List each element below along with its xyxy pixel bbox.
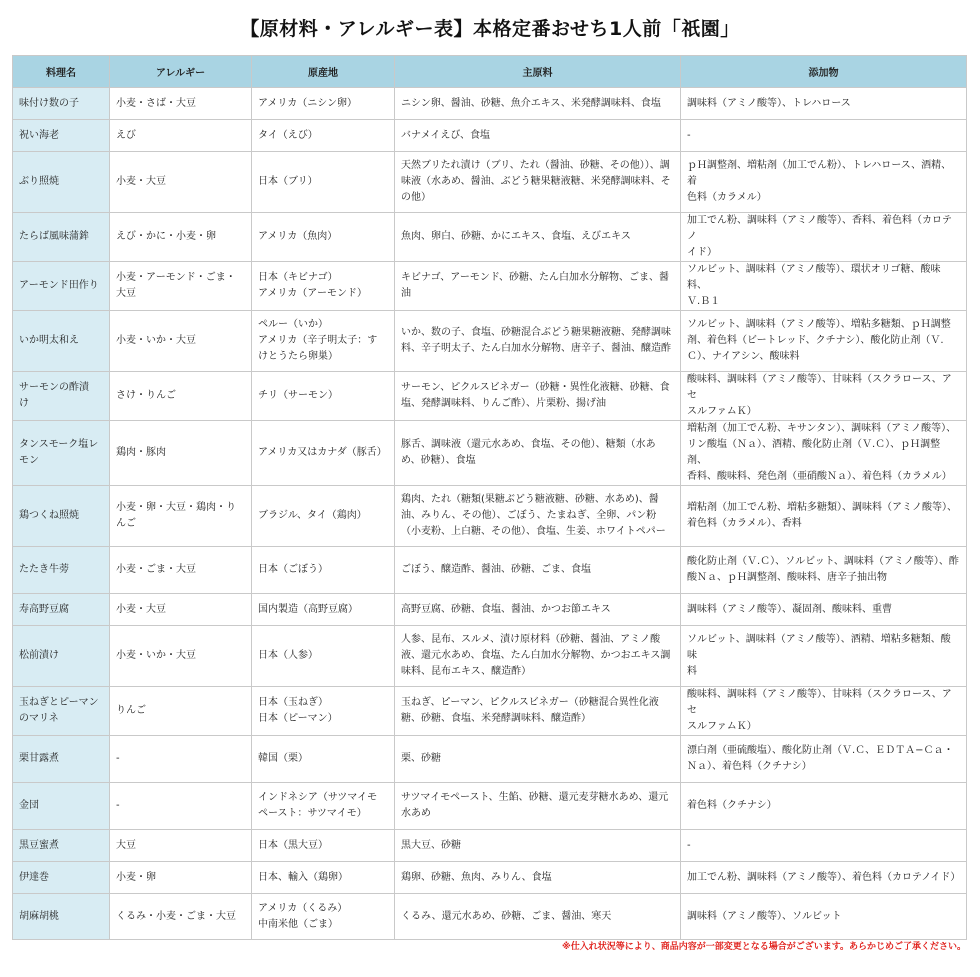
cell-allergy: 小麦・卵・大豆・鶏肉・り んご: [110, 486, 252, 547]
cell-main-ingredients: ニシン卵、醤油、砂糖、魚介エキス、米発酵調味料、食塩: [395, 88, 681, 120]
cell-allergy: さけ・りんご: [110, 372, 252, 421]
col-header-additives: 添加物: [681, 56, 967, 88]
cell-dish-name: 伊達巻: [13, 862, 110, 894]
cell-main-ingredients: 豚舌、調味液（還元水あめ、食塩、その他）、糖類（水あ め、砂糖）、食塩: [395, 421, 681, 486]
cell-additives: ソルビット、調味料（アミノ酸等）、酒精、増粘多糖類、酸味 料: [681, 626, 967, 687]
table-row: [13, 311, 967, 372]
cell-additives: ソルビット、調味料（アミノ酸等）、環状オリゴ糖、酸味料、 Ｖ.Ｂ１: [681, 262, 967, 311]
cell-main-ingredients: 玉ねぎ、ピーマン、ピクルスビネガー（砂糖混合異性化液 糖、砂糖、食塩、米発酵調味料、醸造酢）: [395, 687, 681, 736]
cell-additives: 増粘剤（加工でん粉、キサンタン）、調味料（アミノ酸等）、 リン酸塩（Ｎａ）、酒精、酸化防止剤（Ｖ.Ｃ）、ｐＨ調整剤、 香料、酸味料、発色剤（亜硝酸Ｎａ）、着色料（カラメル）: [681, 421, 967, 486]
cell-allergy: えび・かに・小麦・卵: [110, 213, 252, 262]
cell-origin: ペルー（いか） アメリカ（辛子明太子：す けとうたら卵巣）: [252, 311, 395, 372]
table-row: [13, 213, 967, 262]
cell-additives: 酸味料、調味料（アミノ酸等）、甘味料（スクラロース、アセ スルファムＫ）: [681, 372, 967, 421]
cell-main-ingredients: いか、数の子、食塩、砂糖混合ぶどう糖果糖液糖、発酵調味 料、辛子明太子、たん白加水分解物、唐辛子、醤油、醸造酢: [395, 311, 681, 372]
cell-allergy: 小麦・卵: [110, 862, 252, 894]
cell-main-ingredients: くるみ、還元水あめ、砂糖、ごま、醤油、寒天: [395, 894, 681, 940]
cell-origin: 国内製造（高野豆腐）: [252, 594, 395, 626]
cell-origin: アメリカ（ニシン卵）: [252, 88, 395, 120]
cell-additives: 加工でん粉、調味料（アミノ酸等）、香料、着色料（カロテノ イド）: [681, 213, 967, 262]
cell-main-ingredients: 魚肉、卵白、砂糖、かにエキス、食塩、えびエキス: [395, 213, 681, 262]
cell-dish-name: 胡麻胡桃: [13, 894, 110, 940]
table-row: [13, 486, 967, 547]
col-header-dish: 料理名: [13, 56, 110, 88]
table-header-row: [13, 56, 967, 88]
cell-dish-name: ぶり照焼: [13, 152, 110, 213]
cell-origin: 韓国（栗）: [252, 736, 395, 783]
cell-dish-name: アーモンド田作り: [13, 262, 110, 311]
cell-main-ingredients: 黒大豆、砂糖: [395, 830, 681, 862]
cell-additives: 着色料（クチナシ）: [681, 783, 967, 830]
cell-main-ingredients: 栗、砂糖: [395, 736, 681, 783]
cell-origin: インドネシア（サツマイモ ペースト：サツマイモ）: [252, 783, 395, 830]
cell-dish-name: たたき牛蒡: [13, 547, 110, 594]
cell-main-ingredients: サツマイモペースト、生餡、砂糖、還元麦芽糖水あめ、還元 水あめ: [395, 783, 681, 830]
cell-main-ingredients: 天然ブリたれ漬け（ブリ、たれ（醤油、砂糖、その他））、調 味液（水あめ、醤油、ぶどう糖果糖液糖、米発酵調味料、そ の他）: [395, 152, 681, 213]
cell-additives: ソルビット、調味料（アミノ酸等）、増粘多糖類、ｐＨ調整 剤、着色料（ビートレッド、クチナシ）、酸化防止剤（Ｖ. Ｃ）、ナイアシン、酸味料: [681, 311, 967, 372]
cell-dish-name: 祝い海老: [13, 120, 110, 152]
cell-additives: 漂白剤（亜硫酸塩）、酸化防止剤（Ｖ.Ｃ、ＥＤＴＡ−Ｃａ・ Ｎａ）、着色料（クチナシ）: [681, 736, 967, 783]
table-row: [13, 88, 967, 120]
cell-additives: -: [681, 120, 967, 152]
cell-origin: 日本（黒大豆）: [252, 830, 395, 862]
cell-origin: チリ（サーモン）: [252, 372, 395, 421]
cell-dish-name: 味付け数の子: [13, 88, 110, 120]
cell-additives: 加工でん粉、調味料（アミノ酸等）、着色料（カロテノイド）: [681, 862, 967, 894]
cell-origin: アメリカ（くるみ） 中南米他（ごま）: [252, 894, 395, 940]
cell-origin: タイ（えび）: [252, 120, 395, 152]
cell-dish-name: サーモンの酢漬 け: [13, 372, 110, 421]
cell-allergy: 小麦・アーモンド・ごま・ 大豆: [110, 262, 252, 311]
col-header-main-ingredients: 主原料: [395, 56, 681, 88]
cell-dish-name: タンスモーク塩レ モン: [13, 421, 110, 486]
cell-additives: 酸味料、調味料（アミノ酸等）、甘味料（スクラロース、アセ スルファムＫ）: [681, 687, 967, 736]
table-body: [13, 88, 967, 940]
table-row: [13, 120, 967, 152]
col-header-origin: 原産地: [252, 56, 395, 88]
cell-main-ingredients: キビナゴ、アーモンド、砂糖、たん白加水分解物、ごま、醤 油: [395, 262, 681, 311]
cell-origin: ブラジル、タイ（鶏肉）: [252, 486, 395, 547]
cell-main-ingredients: サーモン、ピクルスビネガー（砂糖・異性化液糖、砂糖、食 塩、発酵調味料、りんご酢）、片栗粉、揚げ油: [395, 372, 681, 421]
table-row: [13, 626, 967, 687]
cell-origin: 日本（人参）: [252, 626, 395, 687]
cell-dish-name: 寿高野豆腐: [13, 594, 110, 626]
cell-dish-name: 栗甘露煮: [13, 736, 110, 783]
cell-additives: 増粘剤（加工でん粉、増粘多糖類）、調味料（アミノ酸等）、 着色料（カラメル）、香料: [681, 486, 967, 547]
cell-dish-name: 鶏つくね照焼: [13, 486, 110, 547]
cell-origin: アメリカ又はカナダ（豚舌）: [252, 421, 395, 486]
cell-origin: 日本、輸入（鶏卵）: [252, 862, 395, 894]
cell-origin: 日本（ブリ）: [252, 152, 395, 213]
disclaimer-note: ※仕入れ状況等により、商品内容が一部変更となる場合がございます。あらかじめご了承ください。: [561, 942, 966, 952]
cell-main-ingredients: 鶏卵、砂糖、魚肉、みりん、食塩: [395, 862, 681, 894]
cell-additives: 調味料（アミノ酸等）、ソルビット: [681, 894, 967, 940]
cell-allergy: 小麦・ごま・大豆: [110, 547, 252, 594]
cell-allergy: 小麦・いか・大豆: [110, 311, 252, 372]
table-row: [13, 830, 967, 862]
cell-allergy: りんご: [110, 687, 252, 736]
cell-main-ingredients: バナメイえび、食塩: [395, 120, 681, 152]
cell-dish-name: 金団: [13, 783, 110, 830]
table-row: [13, 736, 967, 783]
cell-additives: 調味料（アミノ酸等）、凝固剤、酸味料、重曹: [681, 594, 967, 626]
table-row: [13, 421, 967, 486]
cell-allergy: 小麦・さば・大豆: [110, 88, 252, 120]
cell-allergy: 小麦・大豆: [110, 152, 252, 213]
cell-allergy: えび: [110, 120, 252, 152]
table-row: [13, 262, 967, 311]
cell-additives: 酸化防止剤（Ｖ.Ｃ）、ソルビット、調味料（アミノ酸等）、酢 酸Ｎａ、ｐＨ調整剤、酸味料、唐辛子抽出物: [681, 547, 967, 594]
cell-origin: 日本（キビナゴ） アメリカ（アーモンド）: [252, 262, 395, 311]
col-header-allergy: アレルギー: [110, 56, 252, 88]
cell-allergy: -: [110, 783, 252, 830]
cell-allergy: くるみ・小麦・ごま・大豆: [110, 894, 252, 940]
table-row: [13, 894, 967, 940]
cell-allergy: 小麦・いか・大豆: [110, 626, 252, 687]
page-title: 【原材料・アレルギー表】本格定番おせち1人前「祇園」: [240, 18, 740, 40]
cell-dish-name: 松前漬け: [13, 626, 110, 687]
table-row: [13, 783, 967, 830]
cell-dish-name: たらば風味蒲鉾: [13, 213, 110, 262]
cell-dish-name: いか明太和え: [13, 311, 110, 372]
ingredients-table: [12, 55, 967, 940]
cell-allergy: -: [110, 736, 252, 783]
table-row: [13, 372, 967, 421]
table-row: [13, 594, 967, 626]
cell-additives: -: [681, 830, 967, 862]
cell-origin: アメリカ（魚肉）: [252, 213, 395, 262]
cell-additives: ｐＨ調整剤、増粘剤（加工でん粉）、トレハロース、酒精、着 色料（カラメル）: [681, 152, 967, 213]
cell-origin: 日本（玉ねぎ） 日本（ピーマン）: [252, 687, 395, 736]
cell-main-ingredients: 高野豆腐、砂糖、食塩、醤油、かつお節エキス: [395, 594, 681, 626]
table-row: [13, 687, 967, 736]
cell-main-ingredients: 鶏肉、たれ（糖類(果糖ぶどう糖液糖、砂糖、水あめ)、醤 油、みりん、その他）、ごぼう、たまねぎ、全卵、パン粉 （小麦粉、上白糖、その他）、食塩、生姜、ホワイトペパー: [395, 486, 681, 547]
cell-dish-name: 玉ねぎとピーマン のマリネ: [13, 687, 110, 736]
cell-additives: 調味料（アミノ酸等）、トレハロース: [681, 88, 967, 120]
table-row: [13, 152, 967, 213]
cell-allergy: 大豆: [110, 830, 252, 862]
cell-dish-name: 黒豆蜜煮: [13, 830, 110, 862]
table-row: [13, 547, 967, 594]
cell-allergy: 小麦・大豆: [110, 594, 252, 626]
cell-main-ingredients: 人参、昆布、スルメ、漬け原材料（砂糖、醤油、アミノ酸 液、還元水あめ、食塩、たん白加水分解物、かつおエキス調 味料、昆布エキス、醸造酢）: [395, 626, 681, 687]
table-row: [13, 862, 967, 894]
cell-main-ingredients: ごぼう、醸造酢、醤油、砂糖、ごま、食塩: [395, 547, 681, 594]
cell-origin: 日本（ごぼう）: [252, 547, 395, 594]
cell-allergy: 鶏肉・豚肉: [110, 421, 252, 486]
